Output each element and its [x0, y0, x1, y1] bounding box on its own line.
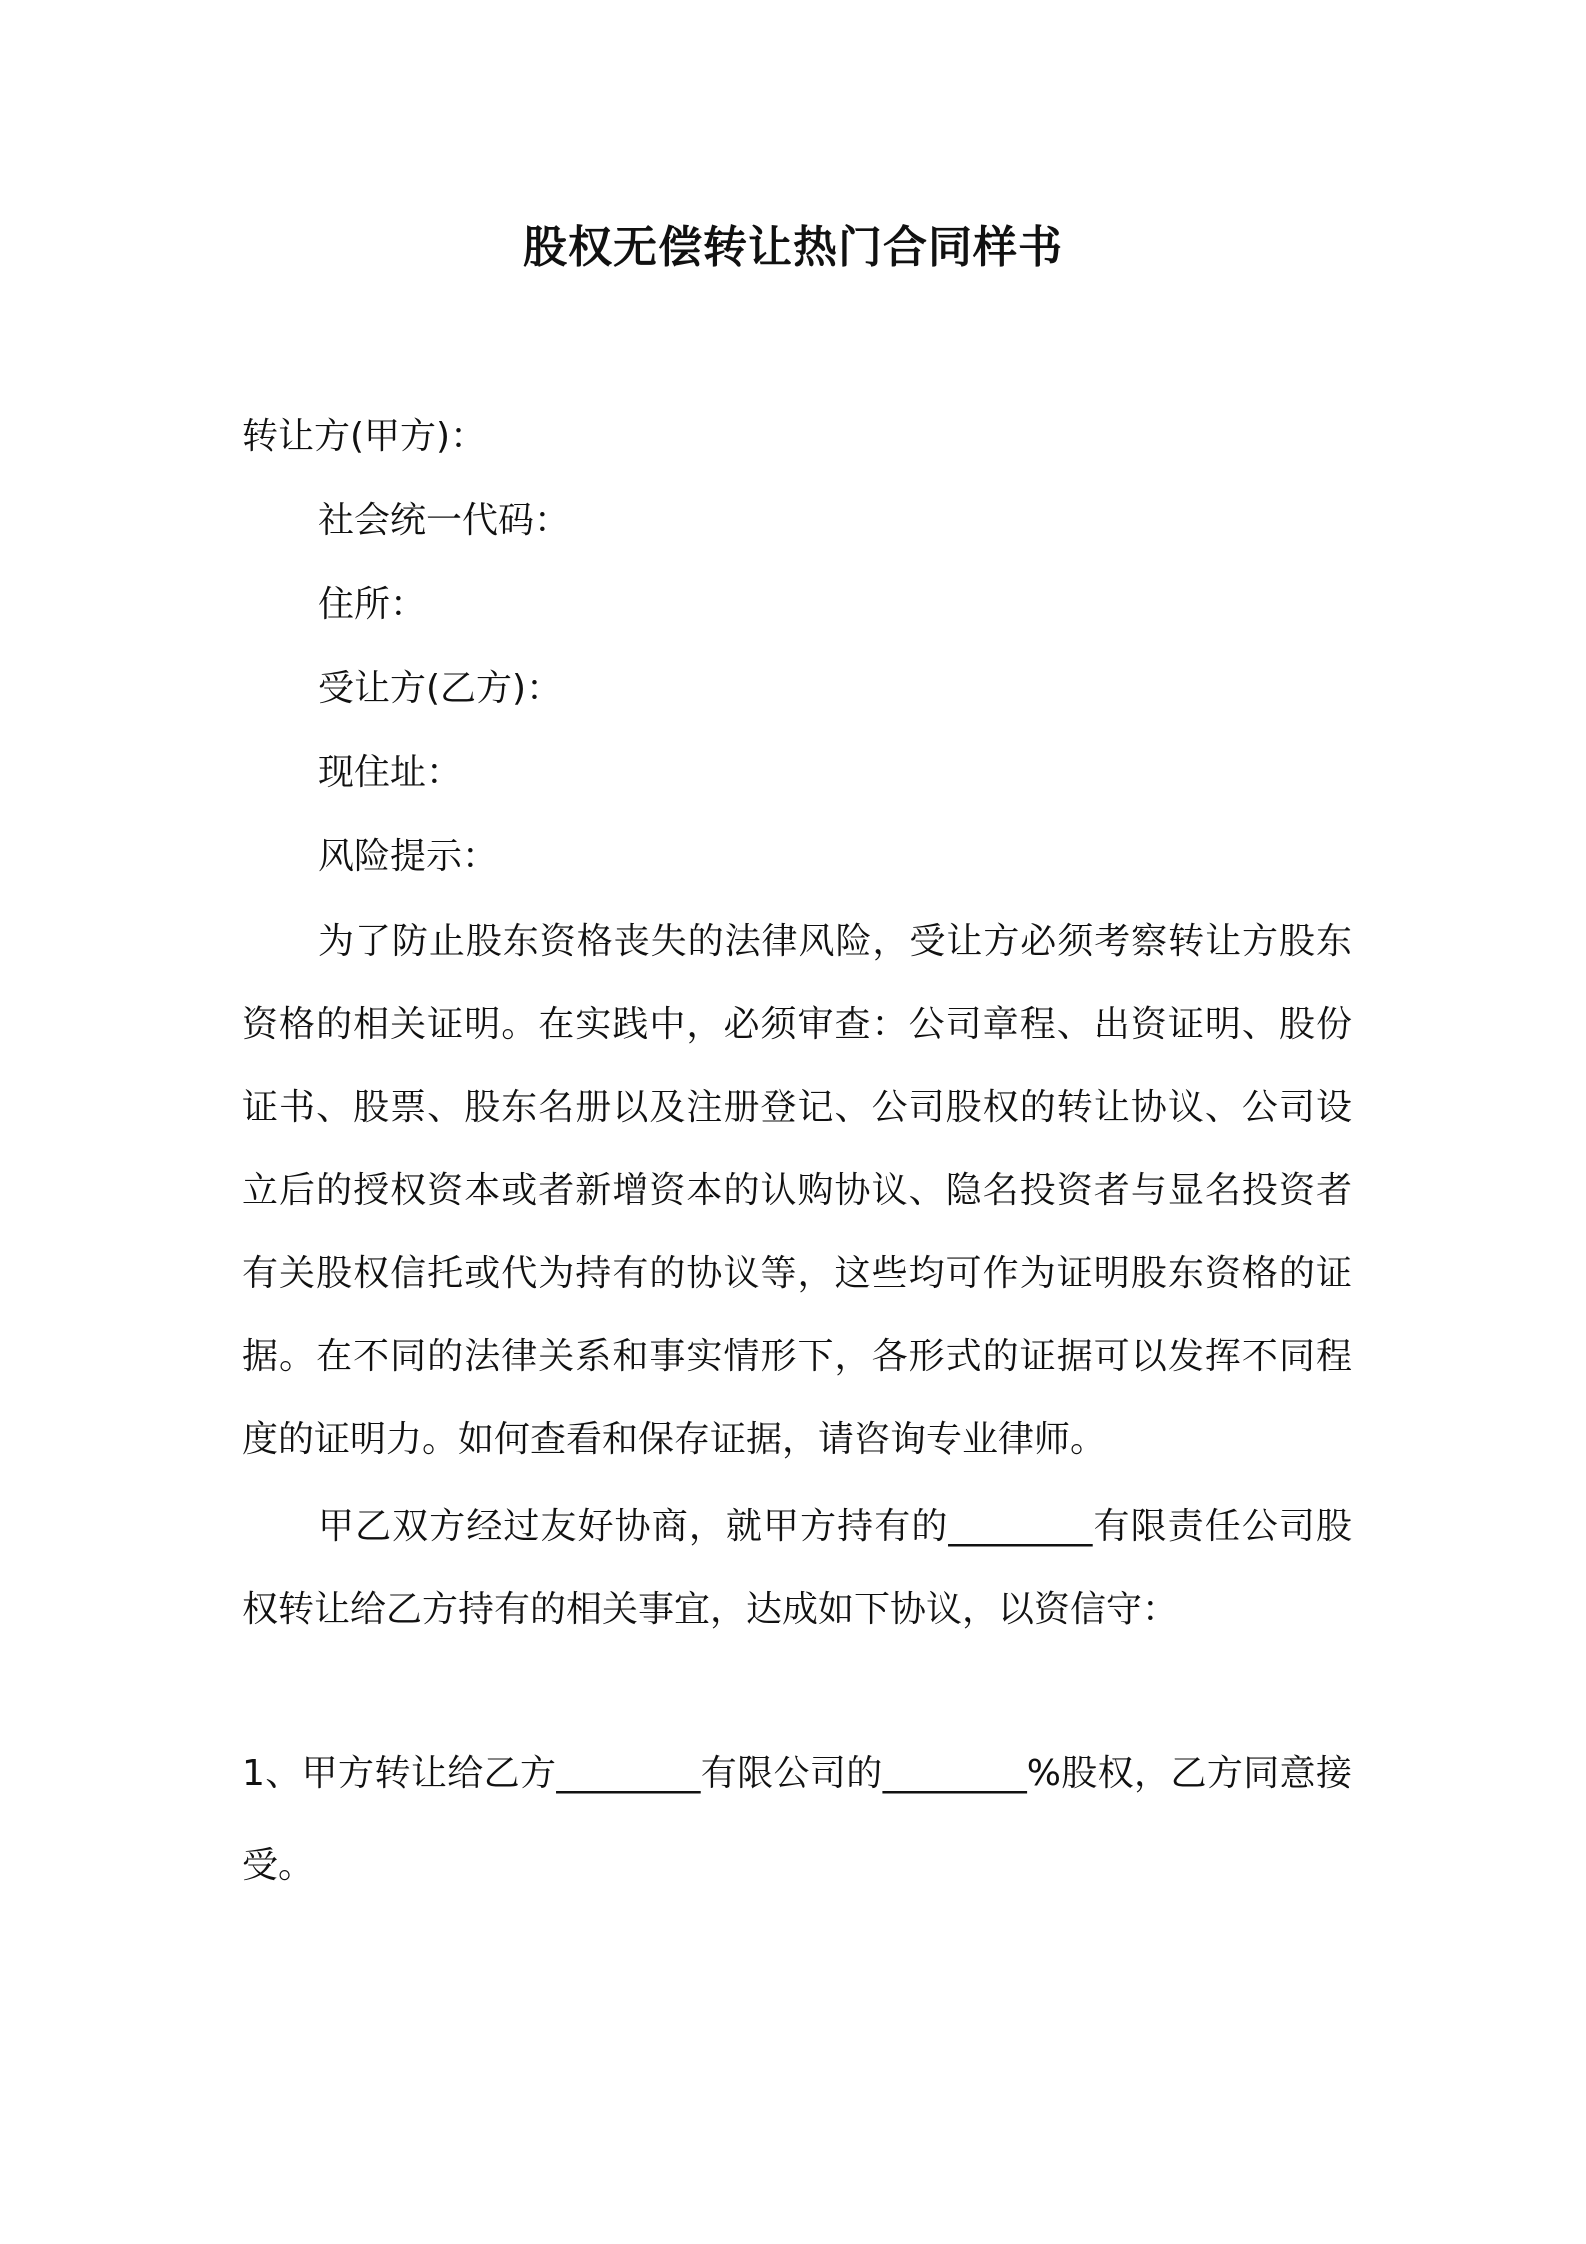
current-address-label: 现住址：: [318, 752, 463, 793]
agreement-intro-paragraph: 甲乙双方经过友好协商，就甲方持有的________有限责任公司股权转让给乙方持有的相关事宜，达成如下协议，以资信守：: [242, 1506, 1352, 1630]
document-title: 股权无偿转让热门合同样书: [523, 222, 1063, 273]
clause-1: 1、甲方转让给乙方________有限公司的________%股权，乙方同意接受。: [242, 1753, 1352, 1886]
risk-notice-label: 风险提示：: [318, 836, 499, 877]
transferor-label: 转让方(甲方)：: [242, 416, 487, 457]
credit-code-label: 社会统一代码：: [318, 500, 571, 541]
risk-paragraph: 为了防止股东资格丧失的法律风险，受让方必须考察转让方股东资格的相关证明。在实践中，必须审查：公司章程、出资证明、股份证书、股票、股东名册以及注册登记、公司股权的转让协议、公司设立后的授权资本或者新增资本的认购协议、隐名投资者与显名投资者有关股权信托或代为持有的协议等，这些均可作为证明股东资格的证据。在不同的法律关系和事实情形下，各形式的证据可以发挥不同程度的证明力。如何查看和保存证据，请咨询专业律师。: [242, 921, 1352, 1460]
domicile-label: 住所：: [318, 584, 427, 625]
transferee-label: 受让方(乙方)：: [318, 668, 563, 709]
